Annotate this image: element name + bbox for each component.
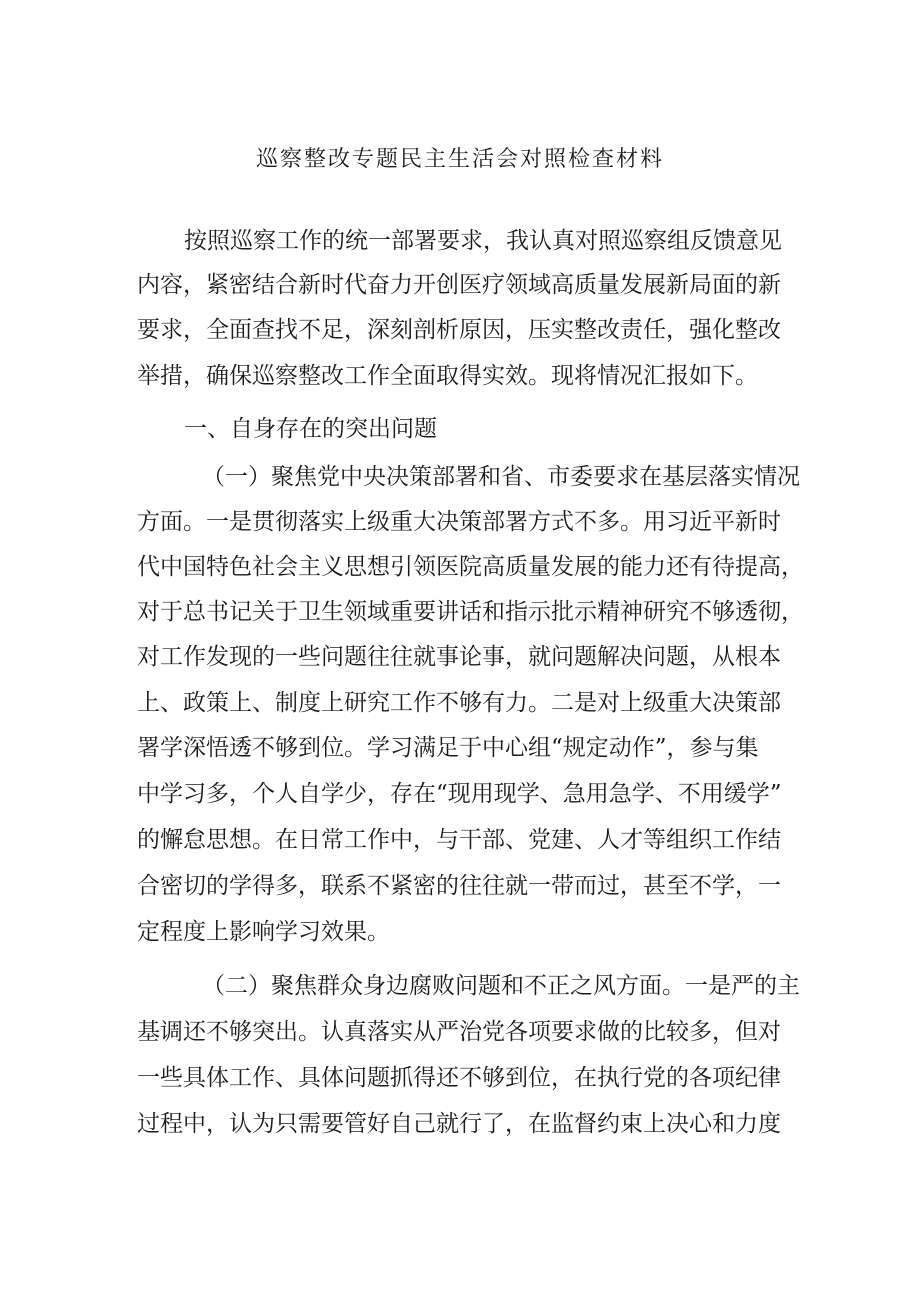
subsection-1-line: 的懈怠思想。在日常工作中，与干部、党建、人才等组织工作结	[137, 827, 781, 853]
subsection-1-line: 代中国特色社会主义思想引领医院高质量发展的能力还有待提高，	[137, 554, 804, 580]
subsection-1-line: 合密切的学得多，联系不紧密的往往就一带而过，甚至不学，一	[137, 873, 781, 899]
subsection-1-line: 上、政策上、制度上研究工作不够有力。二是对上级重大决策部	[137, 690, 781, 716]
subsection-2-line: （二）聚焦群众身边腐败问题和不正之风方面。一是严的主	[202, 973, 800, 999]
section-heading: 一、自身存在的突出问题	[184, 416, 437, 442]
intro-line: 内容，紧密结合新时代奋力开创医疗领域高质量发展新局面的新	[137, 272, 781, 298]
document-title: 巡察整改专题民主生活会对照检查材料	[255, 147, 664, 172]
subsection-1-line: 对工作发现的一些问题往往就事论事，就问题解决问题，从根本	[137, 644, 781, 670]
subsection-2-line: 过程中，认为只需要管好自己就行了，在监督约束上决心和力度	[137, 1111, 781, 1137]
subsection-1-line: （一）聚焦党中央决策部署和省、市委要求在基层落实情况	[202, 464, 800, 490]
subsection-2-line: 一些具体工作、具体问题抓得还不够到位，在执行党的各项纪律	[137, 1065, 781, 1091]
subsection-1-line: 定程度上影响学习效果。	[137, 919, 390, 945]
subsection-1-line: 对于总书记关于卫生领域重要讲话和指示批示精神研究不够透彻，	[137, 599, 804, 625]
subsection-1-line: 方面。一是贯彻落实上级重大决策部署方式不多。用习近平新时	[137, 509, 781, 535]
intro-line: 举措，确保巡察整改工作全面取得实效。现将情况汇报如下。	[137, 363, 758, 389]
subsection-1-line: 中学习多，个人自学少，存在“现用现学、急用急学、不用缓学”	[137, 781, 782, 807]
subsection-2-line: 基调还不够突出。认真落实从严治党各项要求做的比较多，但对	[137, 1019, 781, 1045]
subsection-1-line: 署学深悟透不够到位。学习满足于中心组“规定动作”，参与集	[137, 735, 759, 761]
intro-line: 要求，全面查找不足，深刻剖析原因，压实整改责任，强化整改	[137, 317, 781, 343]
intro-line: 按照巡察工作的统一部署要求，我认真对照巡察组反馈意见	[184, 228, 782, 254]
